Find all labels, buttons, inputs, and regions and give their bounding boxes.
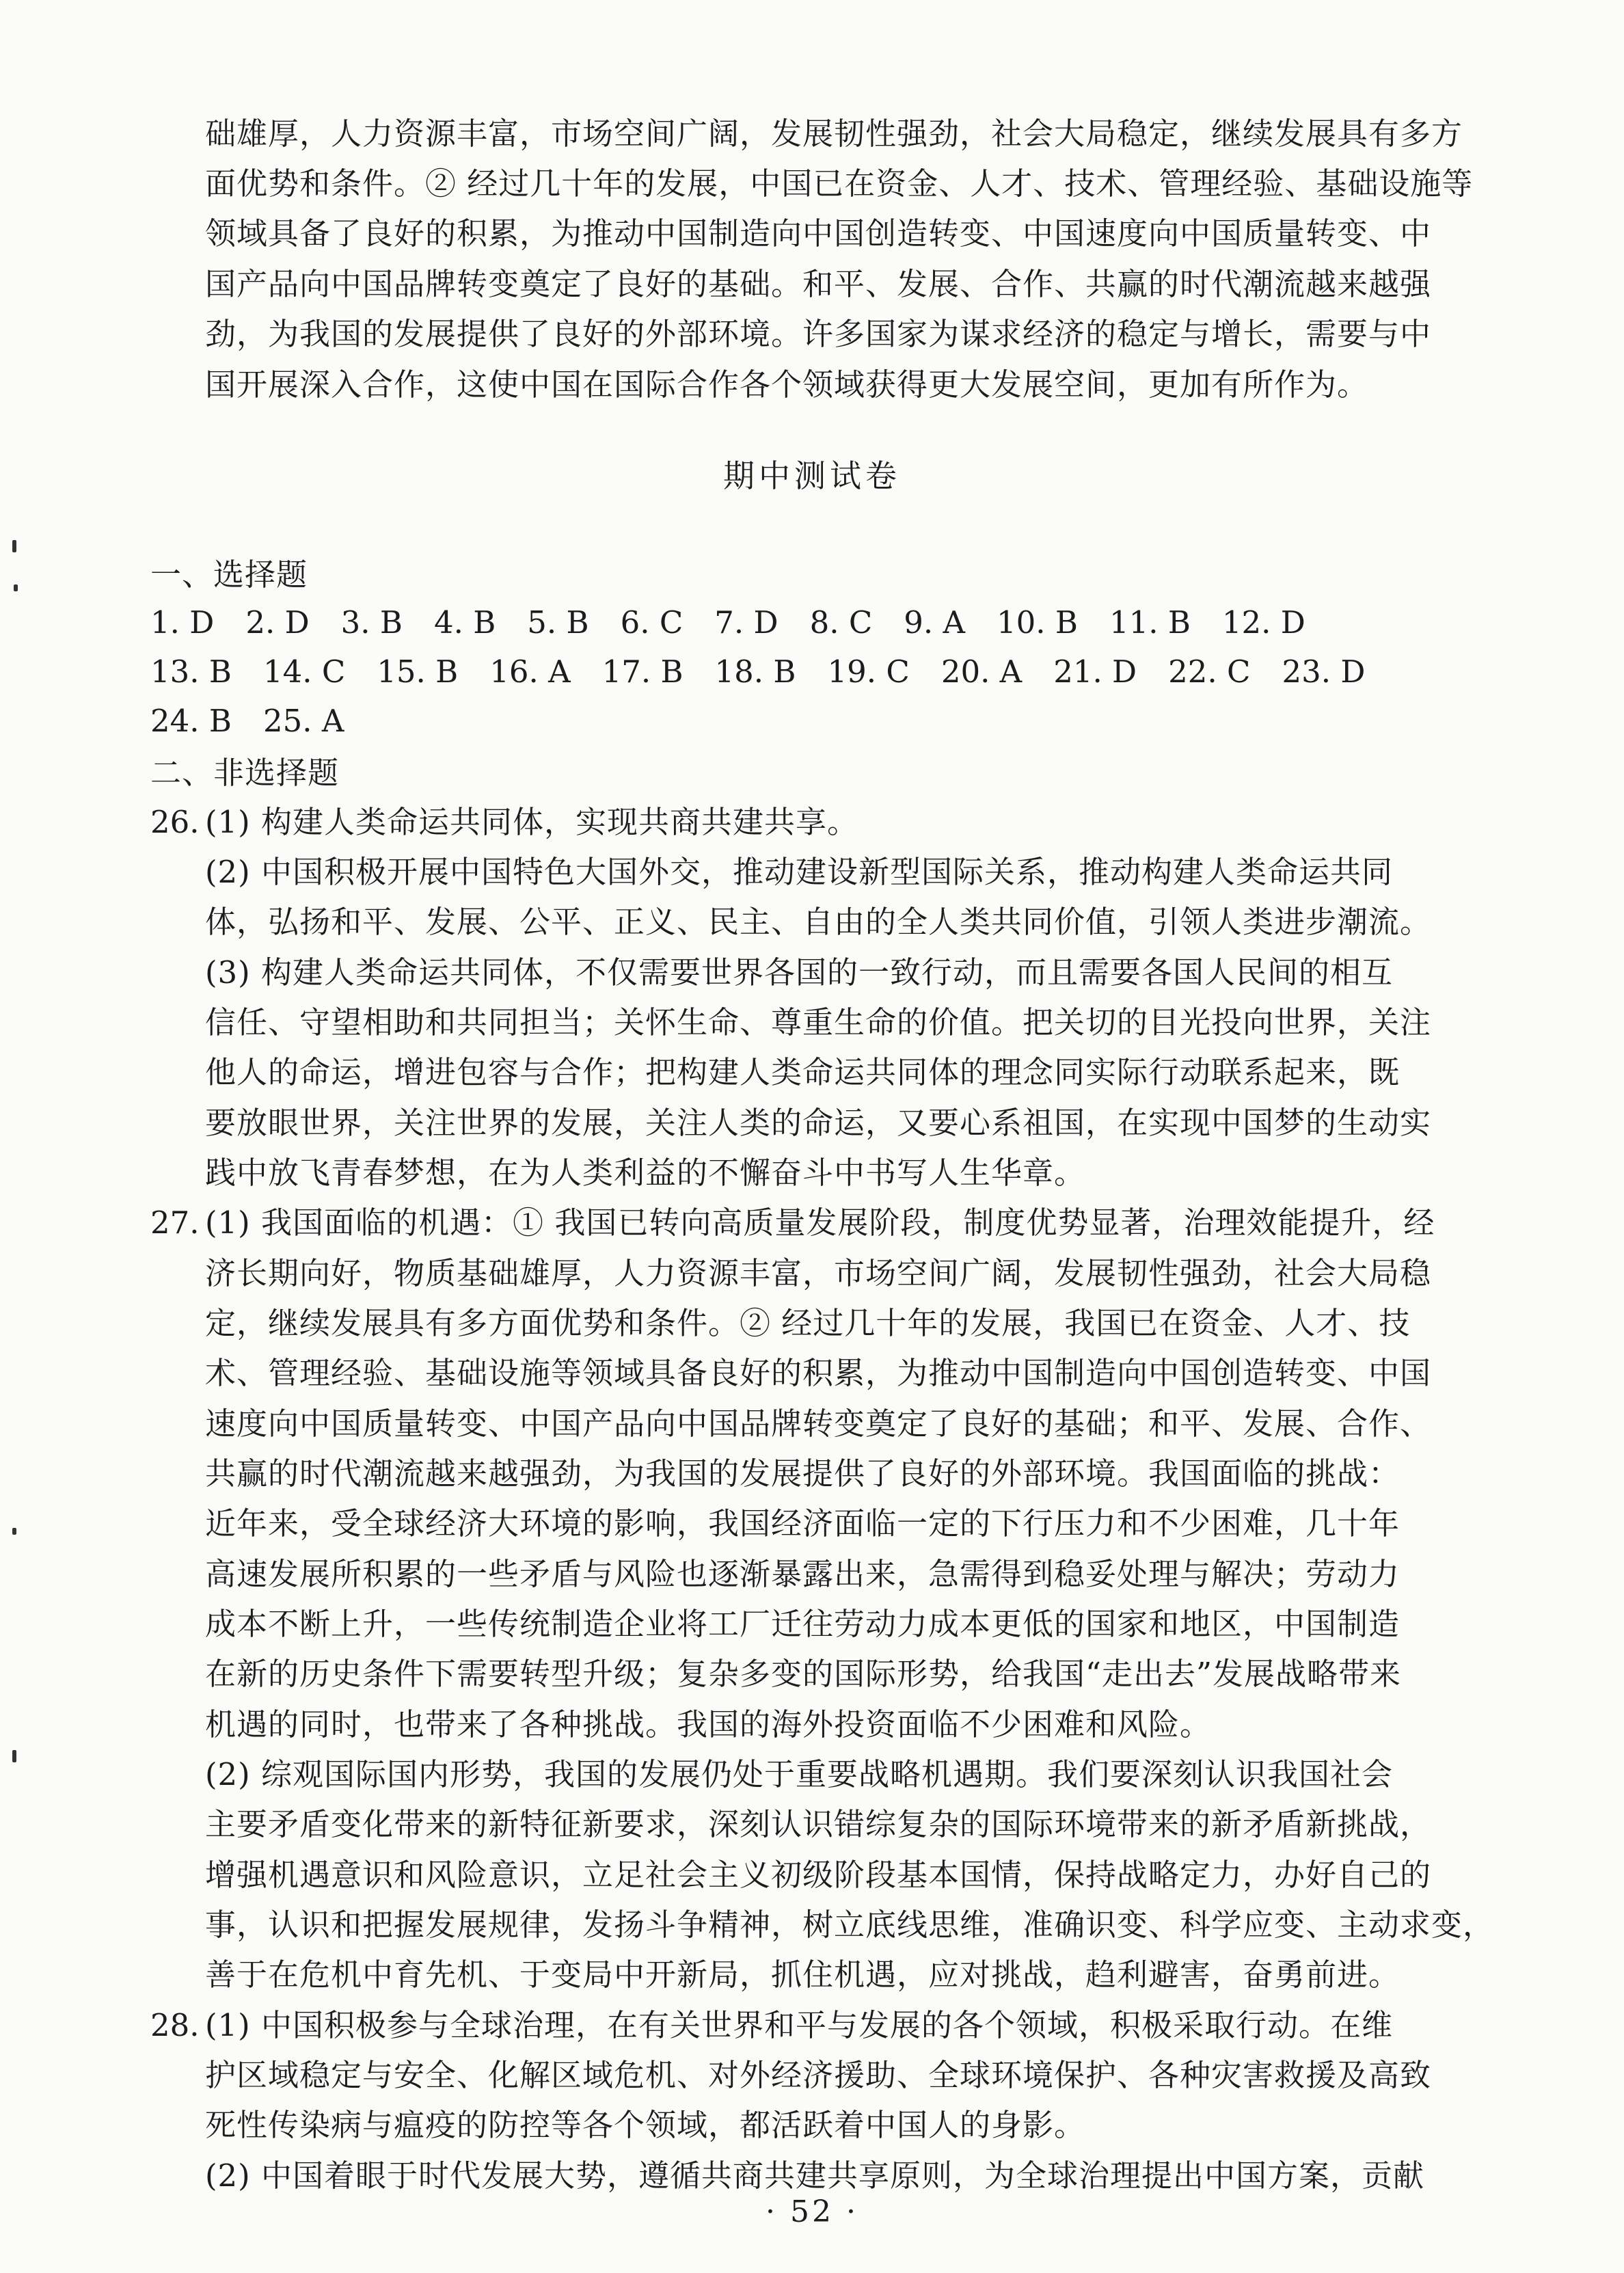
question-number: 28. <box>150 2007 200 2043</box>
answer-line: 死性传染病与瘟疫的防控等各个领域，都活跃着中国人的身影。 <box>205 2107 1086 2143</box>
answer-line: 近年来，受全球经济大环境的影响，我国经济面临一定的下行压力和不少困难，几十年 <box>205 1505 1400 1542</box>
answer-item: 9. A <box>904 604 966 641</box>
answer-item: 21. D <box>1053 654 1137 690</box>
answer-line: 护区域稳定与安全、化解区域危机、对外经济援助、全球环境保护、各种灾害救援及高致 <box>205 2057 1432 2093</box>
answer-item: 3. B <box>340 604 403 641</box>
answer-item: 25. A <box>262 703 344 739</box>
answer-line: 速度向中国质量转变、中国产品向中国品牌转变奠定了良好的基础；和平、发展、合作、 <box>205 1406 1432 1442</box>
scan-mark <box>12 1528 16 1535</box>
exam-title: 期中测试卷 <box>723 457 901 494</box>
answer-line: (1) 我国面临的机遇：① 我国已转向高质量发展阶段，制度优势显著，治理效能提升，经 <box>205 1205 1435 1241</box>
answer-item: 24. B <box>150 703 232 739</box>
answer-row <box>150 647 1396 697</box>
answer-line: 在新的历史条件下需要转型升级；复杂多变的国际形势，给我国“走出去”发展战略带来 <box>205 1656 1402 1692</box>
scan-mark <box>14 584 18 591</box>
intro-line: 础雄厚，人力资源丰富，市场空间广阔，发展韧性强劲，社会大局稳定，继续发展具有多方 <box>205 116 1463 152</box>
page-number: · 52 · <box>766 2194 858 2229</box>
answer-item: 14. C <box>262 654 346 690</box>
answer-key <box>150 598 1396 746</box>
answer-line: 要放眼世界，关注世界的发展，关注人类的命运，又要心系祖国，在实现中国梦的生动实 <box>205 1105 1432 1141</box>
answer-line: 术、管理经验、基础设施等领域具备良好的积累，为推动中国制造向中国创造转变、中国 <box>205 1355 1432 1391</box>
answer-line: 定，继续发展具有多方面优势和条件。② 经过几十年的发展，我国已在资金、人才、技 <box>205 1305 1411 1341</box>
answer-item: 1. D <box>150 604 215 641</box>
answer-line: 共赢的时代潮流越来越强劲，为我国的发展提供了良好的外部环境。我国面临的挑战： <box>205 1455 1400 1492</box>
answer-item: 17. B <box>601 654 684 690</box>
answer-item: 7. D <box>714 604 779 641</box>
intro-line: 面优势和条件。② 经过几十年的发展，中国已在资金、人才、技术、管理经验、基础设施等 <box>205 165 1474 202</box>
scan-mark <box>12 1750 16 1762</box>
answer-line: 成本不断上升，一些传统制造企业将工厂迁往劳动力成本更低的国家和地区，中国制造 <box>205 1606 1400 1642</box>
answer-item: 5. B <box>527 604 589 641</box>
answer-item: 19. C <box>827 654 910 690</box>
intro-line: 领域具备了良好的积累，为推动中国制造向中国创造转变、中国速度向中国质量转变、中 <box>205 215 1432 252</box>
answer-row <box>150 598 1396 647</box>
answer-item: 6. C <box>620 604 684 641</box>
answer-line: 他人的命运，增进包容与合作；把构建人类命运共同体的理念同实际行动联系起来，既 <box>205 1054 1400 1090</box>
answer-line: 体，弘扬和平、发展、公平、正义、民主、自由的全人类共同价值，引领人类进步潮流。 <box>205 904 1432 940</box>
intro-line: 国产品向中国品牌转变奠定了良好的基础。和平、发展、合作、共赢的时代潮流越来越强 <box>205 266 1432 302</box>
answer-line: (1) 构建人类命运共同体，实现共商共建共享。 <box>205 804 859 840</box>
answer-item: 8. C <box>809 604 873 641</box>
answer-item: 22. C <box>1168 654 1251 690</box>
answer-item: 15. B <box>377 654 459 690</box>
answer-item: 10. B <box>997 604 1078 641</box>
answer-item: 2. D <box>245 604 310 641</box>
answer-item: 13. B <box>150 654 232 690</box>
scan-mark <box>12 540 16 552</box>
answer-line: 信任、守望相助和共同担当；关怀生命、尊重生命的价值。把关切的目光投向世界，关注 <box>205 1004 1432 1040</box>
answer-line: 高速发展所积累的一些矛盾与风险也逐渐暴露出来，急需得到稳妥处理与解决；劳动力 <box>205 1556 1400 1592</box>
answer-item: 11. B <box>1109 604 1191 641</box>
answer-item: 18. B <box>714 654 796 690</box>
answer-line: (3) 构建人类命运共同体，不仅需要世界各国的一致行动，而且需要各国人民间的相互 <box>205 954 1394 991</box>
answer-row <box>150 697 1396 746</box>
answer-item: 20. A <box>940 654 1023 690</box>
answer-line: 增强机遇意识和风险意识，立足社会主义初级阶段基本国情，保持战略定力，办好自己的 <box>205 1857 1432 1893</box>
answer-item: 12. D <box>1221 604 1305 641</box>
intro-line: 劲，为我国的发展提供了良好的外部环境。许多国家为谋求经济的稳定与增长，需要与中 <box>205 316 1432 352</box>
answer-line: 机遇的同时，也带来了各种挑战。我国的海外投资面临不少困难和风险。 <box>205 1706 1212 1743</box>
answer-item: 23. D <box>1282 654 1366 690</box>
section-nonchoice-heading: 二、非选择题 <box>150 755 340 791</box>
answer-line: (2) 中国着眼于时代发展大势，遵循共商共建共享原则，为全球治理提出中国方案，贡献 <box>205 2157 1425 2194</box>
answer-line: 善于在危机中育先机、于变局中开新局，抓住机遇，应对挑战，趋利避害，奋勇前进。 <box>205 1956 1400 1993</box>
answer-line: 主要矛盾变化带来的新特征新要求，深刻认识错综复杂的国际环境带来的新矛盾新挑战， <box>205 1806 1432 1842</box>
section-choice-heading: 一、选择题 <box>150 556 308 593</box>
question-number: 26. <box>150 804 200 840</box>
intro-line: 国开展深入合作，这使中国在国际合作各个领域获得更大发展空间，更加有所作为。 <box>205 366 1369 403</box>
answer-line: 事，认识和把握发展规律，发扬斗争精神，树立底线思维，准确识变、科学应变、主动求变， <box>205 1907 1495 1943</box>
answer-line: 济长期向好，物质基础雄厚，人力资源丰富，市场空间广阔，发展韧性强劲，社会大局稳 <box>205 1255 1432 1291</box>
answer-line: (2) 综观国际国内形势，我国的发展仍处于重要战略机遇期。我们要深刻认识我国社会 <box>205 1756 1394 1792</box>
answer-line: (2) 中国积极开展中国特色大国外交，推动建设新型国际关系，推动构建人类命运共同 <box>205 854 1394 890</box>
answer-line: (1) 中国积极参与全球治理，在有关世界和平与发展的各个领域，积极采取行动。在维 <box>205 2007 1394 2043</box>
question-number: 27. <box>150 1205 200 1241</box>
answer-item: 16. A <box>489 654 571 690</box>
answer-item: 4. B <box>433 604 496 641</box>
answer-line: 践中放飞青春梦想，在为人类利益的不懈奋斗中书写人生华章。 <box>205 1155 1086 1191</box>
